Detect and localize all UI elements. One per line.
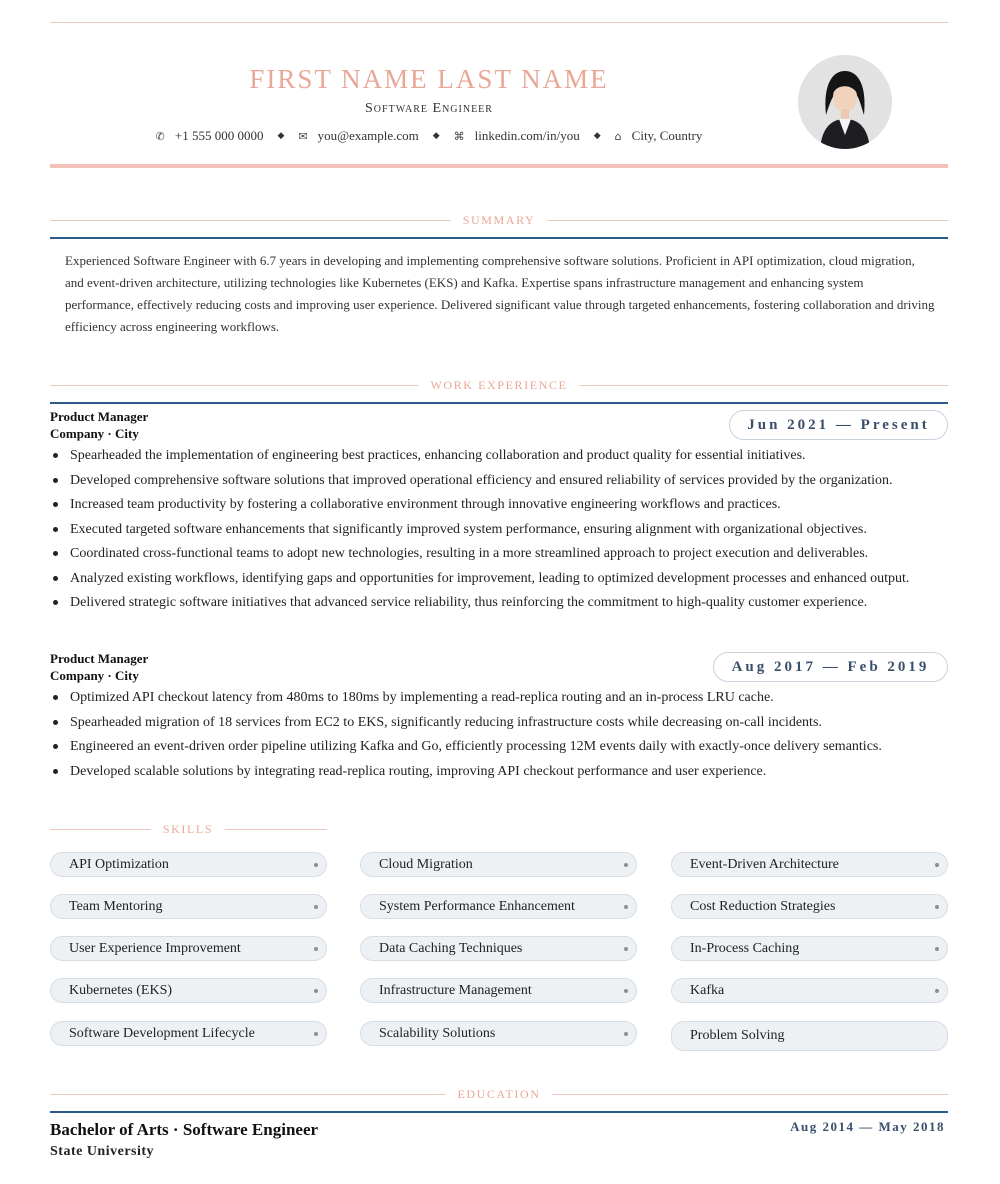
list-item: Engineered an event-driven order pipeline utilizing Kafka and Go, efficiently processing 12M events daily with exactly-once delivery semantics. <box>50 736 948 757</box>
job-title: Product Manager <box>50 651 149 666</box>
avatar <box>798 55 892 149</box>
section-title: EDUCATION <box>445 1087 552 1102</box>
job-company: Company · City <box>50 668 139 683</box>
skill-label: Infrastructure Management <box>379 982 532 998</box>
skill-chip <box>671 894 948 919</box>
job-dates: Jun 2021 — Present <box>729 410 948 440</box>
skill-chip <box>360 894 637 919</box>
list-item: Spearheaded migration of 18 services from EC2 to EKS, significantly reducing infrastructure costs while decreasing on-call incidents. <box>50 712 948 733</box>
skill-label: Cloud Migration <box>379 856 473 872</box>
dot-icon <box>314 1032 318 1036</box>
list-item: Developed scalable solutions by integrating read-replica routing, improving API checkout performance and user experience. <box>50 761 948 782</box>
candidate-role: Software Engineer <box>365 101 493 116</box>
list-item: Optimized API checkout latency from 480ms to 180ms by implementing a read-replica routing and an in-process LRU cache. <box>50 687 948 708</box>
dot-icon <box>624 863 628 867</box>
separator-icon: ◆ <box>593 131 601 141</box>
phone-icon: ✆ <box>155 129 165 143</box>
section-rule <box>50 237 948 239</box>
mail-icon: ✉ <box>298 129 308 143</box>
dot-icon <box>624 989 628 993</box>
summary-text: Experienced Software Engineer with 6.7 years in developing and implementing comprehensive software solutions. Proficient in API optimization, cloud migration, and event-driven architecture, utilizing technologies like Kubernetes (EKS) and Kafka. Expertise spans infrastructure management and enhancing system performance, effectively reducing costs and improving user experience. Delivered significant value through targeted enhancements, fostering collaboration and driving efficiency across engineering workflows. <box>65 253 935 334</box>
skill-chip <box>360 1021 637 1046</box>
dot-icon <box>314 863 318 867</box>
candidate-name: FIRST NAME LAST NAME <box>249 64 609 94</box>
job-dates: Aug 2017 — Feb 2019 <box>713 652 948 682</box>
contact-line <box>50 128 808 144</box>
skill-label: Software Development Lifecycle <box>69 1025 255 1041</box>
skill-label: Kafka <box>690 982 725 998</box>
contact-location: City, Country <box>631 128 703 143</box>
skill-chip <box>671 852 948 877</box>
separator-icon: ◆ <box>277 131 285 141</box>
resume-header <box>50 40 948 160</box>
job-bullet-list <box>50 687 948 785</box>
job-title: Product Manager <box>50 409 149 424</box>
list-item: Developed comprehensive software solutions that improved operational efficiency and ensured reliability of services provided by the organization. <box>50 470 948 491</box>
skill-label: Problem Solving <box>690 1028 785 1043</box>
list-item: Spearheaded the implementation of engineering best practices, enhancing collaboration and product quality for essential initiatives. <box>50 445 948 466</box>
list-item: Coordinated cross-functional teams to adopt new technologies, resulting in a more streamlined approach to project execution and deliverables. <box>50 543 948 564</box>
section-title: SKILLS <box>151 822 225 837</box>
dot-icon <box>624 1032 628 1036</box>
skill-label: User Experience Improvement <box>69 940 241 956</box>
list-item: Delivered strategic software initiatives that advanced service reliability, thus reinforcing the commitment to high-quality customer experience. <box>50 592 948 613</box>
skill-chip <box>671 936 948 961</box>
skill-chip <box>671 1021 948 1051</box>
dot-icon <box>935 947 939 951</box>
skill-chip <box>360 936 637 961</box>
job-bullet-list <box>50 445 948 617</box>
section-title: SUMMARY <box>451 213 548 228</box>
dot-icon <box>624 947 628 951</box>
skill-chip <box>50 1021 327 1046</box>
skill-chip <box>50 894 327 919</box>
section-rule <box>50 1111 948 1113</box>
link-icon: ⌘ <box>453 129 465 143</box>
section-title: WORK EXPERIENCE <box>419 378 580 393</box>
section-rule <box>50 402 948 404</box>
contact-email[interactable]: you@example.com <box>317 128 419 143</box>
dot-icon <box>624 905 628 909</box>
skill-label: Event-Driven Architecture <box>690 856 839 872</box>
education-section-header <box>50 1087 948 1101</box>
top-divider <box>50 22 948 23</box>
skill-label: Team Mentoring <box>69 898 163 914</box>
education-degree: Bachelor of Arts · Software Engineer <box>50 1120 319 1139</box>
education-school: State University <box>50 1144 155 1159</box>
header-divider <box>50 164 948 168</box>
list-item: Executed targeted software enhancements that significantly improved system performance, ensuring alignment with organizational objectives. <box>50 519 948 540</box>
job-company: Company · City <box>50 426 139 441</box>
home-icon: ⌂ <box>614 129 622 143</box>
separator-icon: ◆ <box>432 131 440 141</box>
skill-chip <box>50 852 327 877</box>
skills-section-header <box>50 822 327 836</box>
dot-icon <box>314 905 318 909</box>
skill-chip <box>360 978 637 1003</box>
education-dates: Aug 2014 — May 2018 <box>790 1119 945 1134</box>
skill-label: In-Process Caching <box>690 940 800 956</box>
contact-linkedin[interactable]: linkedin.com/in/you <box>474 128 580 143</box>
skill-chip <box>360 852 637 877</box>
skill-label: Scalability Solutions <box>379 1025 496 1041</box>
contact-phone[interactable]: +1 555 000 0000 <box>174 128 264 143</box>
skill-label: Kubernetes (EKS) <box>69 982 173 998</box>
dot-icon <box>935 905 939 909</box>
dot-icon <box>935 863 939 867</box>
list-item: Analyzed existing workflows, identifying gaps and opportunities for improvement, leading to optimized development processes and enhanced output. <box>50 568 948 589</box>
list-item: Increased team productivity by fostering a collaborative environment through innovative engineering workflows and practices. <box>50 494 948 515</box>
skill-label: Cost Reduction Strategies <box>690 898 836 914</box>
experience-section-header <box>50 378 948 392</box>
skill-chip <box>50 978 327 1003</box>
summary-section-header <box>50 213 948 227</box>
skill-chip <box>50 936 327 961</box>
dot-icon <box>314 947 318 951</box>
skill-label: Data Caching Techniques <box>379 940 523 956</box>
dot-icon <box>314 989 318 993</box>
skill-chip <box>671 978 948 1003</box>
skill-label: System Performance Enhancement <box>379 898 575 914</box>
skill-label: API Optimization <box>69 856 169 872</box>
dot-icon <box>935 989 939 993</box>
avatar-portrait <box>798 55 892 149</box>
